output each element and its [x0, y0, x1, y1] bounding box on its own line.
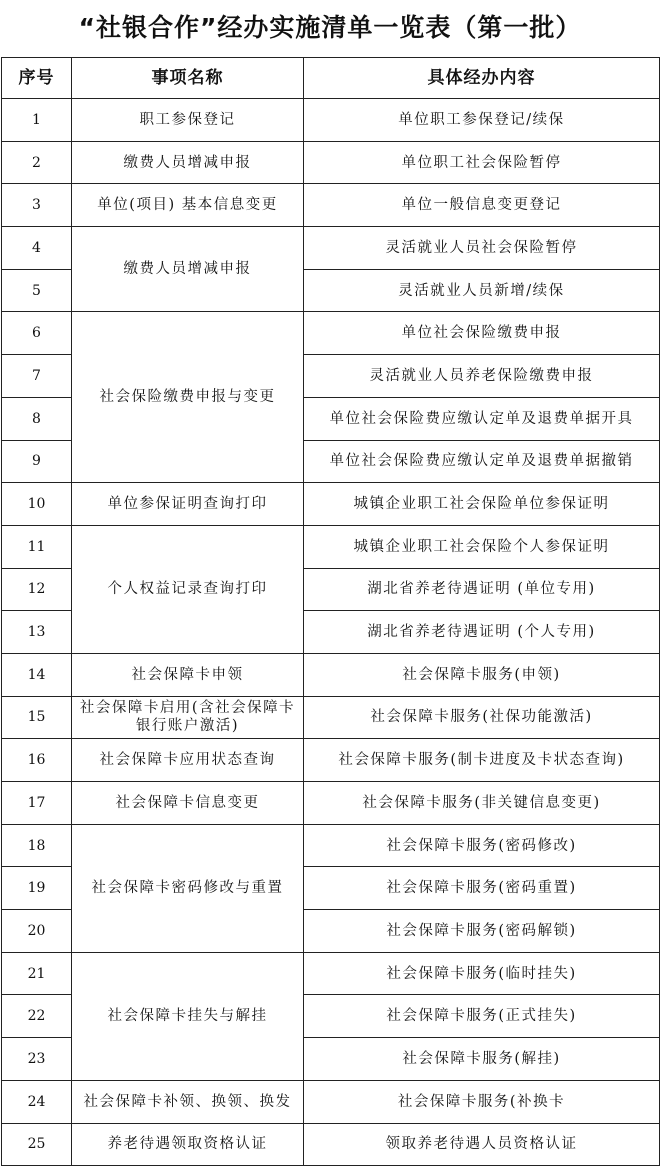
seq-cell: 4: [2, 227, 72, 270]
page-title: “社银合作”经办实施清单一览表（第一批）: [78, 13, 582, 42]
item-name-cell: 职工参保登记: [72, 99, 304, 142]
item-name-cell: 单位参保证明查询打印: [72, 483, 304, 526]
content-cell: 单位一般信息变更登记: [304, 184, 660, 227]
content-cell: 社会保障卡服务(非关键信息变更): [304, 782, 660, 825]
item-name-cell: 社会保障卡启用(含社会保障卡银行账户激活): [72, 696, 304, 739]
seq-cell: 15: [2, 696, 72, 739]
table-row: [2, 184, 660, 227]
seq-cell: 25: [2, 1123, 72, 1166]
content-cell: 湖北省养老待遇证明 (单位专用): [304, 568, 660, 611]
item-name-cell: 社会保险缴费申报与变更: [72, 312, 304, 483]
content-cell: 社会保障卡服务(补换卡: [304, 1080, 660, 1123]
content-cell: 城镇企业职工社会保险个人参保证明: [304, 525, 660, 568]
seq-cell: 16: [2, 739, 72, 782]
seq-cell: 23: [2, 1038, 72, 1081]
seq-cell: 11: [2, 525, 72, 568]
table-row: [2, 824, 660, 867]
content-cell: 社会保障卡服务(制卡进度及卡状态查询): [304, 739, 660, 782]
item-name-cell: 社会保障卡补领、换领、换发: [72, 1080, 304, 1123]
seq-cell: 8: [2, 397, 72, 440]
item-name-cell: 社会保障卡申领: [72, 653, 304, 696]
content-cell: 单位社会保险费应缴认定单及退费单据撤销: [304, 440, 660, 483]
seq-cell: 10: [2, 483, 72, 526]
table-row: [2, 653, 660, 696]
table-row: [2, 1123, 660, 1166]
seq-cell: 22: [2, 995, 72, 1038]
checklist-table: [1, 57, 660, 1166]
table-row: [2, 141, 660, 184]
header-content: 具体经办内容: [304, 58, 660, 99]
table-row: [2, 312, 660, 355]
table-row: [2, 525, 660, 568]
seq-cell: 19: [2, 867, 72, 910]
content-cell: 社会保障卡服务(解挂): [304, 1038, 660, 1081]
table-header-row: [2, 58, 660, 99]
item-name-cell: 社会保障卡信息变更: [72, 782, 304, 825]
content-cell: 社会保障卡服务(正式挂失): [304, 995, 660, 1038]
seq-cell: 13: [2, 611, 72, 654]
seq-cell: 20: [2, 910, 72, 953]
content-cell: 灵活就业人员新增/续保: [304, 269, 660, 312]
content-cell: 单位职工参保登记/续保: [304, 99, 660, 142]
item-name-cell: 社会保障卡应用状态查询: [72, 739, 304, 782]
item-name-cell: 缴费人员增减申报: [72, 141, 304, 184]
item-name-cell: 缴费人员增减申报: [72, 227, 304, 312]
content-cell: 社会保障卡服务(密码重置): [304, 867, 660, 910]
content-cell: 社会保障卡服务(社保功能激活): [304, 696, 660, 739]
content-cell: 城镇企业职工社会保险单位参保证明: [304, 483, 660, 526]
item-name-cell: 养老待遇领取资格认证: [72, 1123, 304, 1166]
table-row: [2, 782, 660, 825]
content-cell: 社会保障卡服务(密码修改): [304, 824, 660, 867]
content-cell: 社会保障卡服务(临时挂失): [304, 952, 660, 995]
seq-cell: 21: [2, 952, 72, 995]
content-cell: 单位社会保险缴费申报: [304, 312, 660, 355]
table-row: [2, 1080, 660, 1123]
item-name-cell: 社会保障卡挂失与解挂: [72, 952, 304, 1080]
item-name-cell: 单位(项目) 基本信息变更: [72, 184, 304, 227]
table-row: [2, 952, 660, 995]
seq-cell: 2: [2, 141, 72, 184]
item-name-cell: 社会保障卡密码修改与重置: [72, 824, 304, 952]
item-name-cell: 个人权益记录查询打印: [72, 525, 304, 653]
table-row: [2, 99, 660, 142]
seq-cell: 18: [2, 824, 72, 867]
seq-cell: 5: [2, 269, 72, 312]
seq-cell: 6: [2, 312, 72, 355]
table-row: [2, 483, 660, 526]
content-cell: 灵活就业人员养老保险缴费申报: [304, 355, 660, 398]
seq-cell: 14: [2, 653, 72, 696]
table-row: [2, 696, 660, 739]
seq-cell: 17: [2, 782, 72, 825]
seq-cell: 24: [2, 1080, 72, 1123]
seq-cell: 3: [2, 184, 72, 227]
seq-cell: 12: [2, 568, 72, 611]
content-cell: 湖北省养老待遇证明 (个人专用): [304, 611, 660, 654]
seq-cell: 7: [2, 355, 72, 398]
table-row: [2, 227, 660, 270]
seq-cell: 9: [2, 440, 72, 483]
content-cell: 社会保障卡服务(申领): [304, 653, 660, 696]
seq-cell: 1: [2, 99, 72, 142]
header-seq: 序号: [2, 58, 72, 99]
header-item: 事项名称: [72, 58, 304, 99]
content-cell: 单位社会保险费应缴认定单及退费单据开具: [304, 397, 660, 440]
content-cell: 领取养老待遇人员资格认证: [304, 1123, 660, 1166]
content-cell: 社会保障卡服务(密码解锁): [304, 910, 660, 953]
content-cell: 单位职工社会保险暂停: [304, 141, 660, 184]
content-cell: 灵活就业人员社会保险暂停: [304, 227, 660, 270]
table-row: [2, 739, 660, 782]
